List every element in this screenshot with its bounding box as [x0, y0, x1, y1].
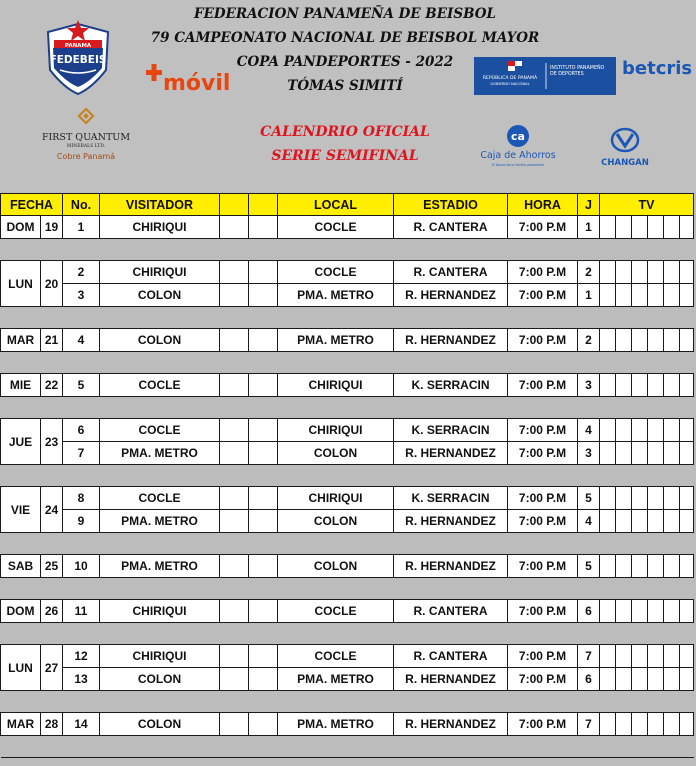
tv-cell — [680, 419, 694, 442]
col-fecha: FECHA — [1, 194, 63, 216]
series-game: 5 — [578, 487, 600, 510]
local-team: PMA. METRO — [278, 713, 394, 736]
header-row — [1, 194, 694, 216]
col-estadio: ESTADIO — [394, 194, 508, 216]
visitor-team: COLON — [100, 713, 220, 736]
schedule-body — [1, 216, 694, 758]
table-row — [1, 261, 694, 284]
game-time: 7:00 P.M — [508, 374, 578, 397]
visitor-team: COLON — [100, 329, 220, 352]
blank-cell — [220, 510, 249, 533]
tv-cell — [600, 510, 616, 533]
day-separator — [1, 352, 694, 374]
col-visitador: VISITADOR — [100, 194, 220, 216]
blank-cell — [220, 216, 249, 239]
visitor-team: CHIRIQUI — [100, 600, 220, 623]
game-time: 7:00 P.M — [508, 645, 578, 668]
table-row — [1, 600, 694, 623]
separator-band — [1, 239, 694, 261]
gov-left-text: REPÚBLICA DE PANAMÁ — [482, 76, 538, 81]
tv-cell — [616, 329, 632, 352]
game-time: 7:00 P.M — [508, 216, 578, 239]
table-row — [1, 442, 694, 465]
header — [0, 0, 696, 192]
blank-cell — [220, 329, 249, 352]
date-cell: 21 — [41, 329, 63, 352]
tv-cell — [664, 261, 680, 284]
separator-band — [1, 307, 694, 329]
separator-band — [1, 736, 694, 758]
tv-cell — [680, 668, 694, 691]
blank-cell — [220, 645, 249, 668]
changan-logo — [590, 126, 660, 170]
date-cell: 27 — [41, 645, 63, 691]
blank-cell — [249, 600, 278, 623]
local-team: COCLE — [278, 216, 394, 239]
visitor-team: PMA. METRO — [100, 555, 220, 578]
game-time: 7:00 P.M — [508, 284, 578, 307]
day-cell: MAR — [1, 329, 41, 352]
visitor-team: PMA. METRO — [100, 510, 220, 533]
local-team: COCLE — [278, 261, 394, 284]
blank-cell — [249, 284, 278, 307]
game-time: 7:00 P.M — [508, 510, 578, 533]
fedebeis-top-text: PANAMA — [64, 43, 92, 49]
table-row — [1, 329, 694, 352]
tv-cell — [632, 510, 648, 533]
tv-cell — [664, 329, 680, 352]
visitor-team: COLON — [100, 284, 220, 307]
tv-cell — [648, 419, 664, 442]
tv-cell — [664, 600, 680, 623]
tv-cell — [600, 600, 616, 623]
tv-cell — [648, 645, 664, 668]
tv-cell — [632, 374, 648, 397]
tv-cell — [680, 216, 694, 239]
fq-cobre: Cobre Panamá — [56, 152, 116, 161]
game-time: 7:00 P.M — [508, 419, 578, 442]
blank-cell — [220, 487, 249, 510]
day-separator — [1, 736, 694, 758]
tv-cell — [680, 713, 694, 736]
stadium: K. SERRACIN — [394, 487, 508, 510]
caja-text: Caja de Ahorros — [480, 150, 556, 161]
series-game: 6 — [578, 668, 600, 691]
game-number: 5 — [63, 374, 100, 397]
schedule-table-wrapper — [0, 193, 696, 758]
stadium: R. HERNANDEZ — [394, 284, 508, 307]
caja-mark: ca — [511, 130, 525, 143]
tv-cell — [680, 284, 694, 307]
tv-cell — [648, 713, 664, 736]
game-time: 7:00 P.M — [508, 329, 578, 352]
calendar-title: CALENDRIO OFICIAL — [260, 124, 430, 140]
tv-cell — [648, 510, 664, 533]
series-game: 7 — [578, 645, 600, 668]
day-separator — [1, 239, 694, 261]
game-number: 12 — [63, 645, 100, 668]
day-cell: JUE — [1, 419, 41, 465]
stadium: R. HERNANDEZ — [394, 713, 508, 736]
day-cell: MAR — [1, 713, 41, 736]
tv-cell — [664, 442, 680, 465]
date-cell: 25 — [41, 555, 63, 578]
table-row — [1, 555, 694, 578]
stadium: R. HERNANDEZ — [394, 510, 508, 533]
tv-cell — [600, 329, 616, 352]
date-cell: 22 — [41, 374, 63, 397]
game-time: 7:00 P.M — [508, 668, 578, 691]
series-game: 5 — [578, 555, 600, 578]
blank-cell — [249, 329, 278, 352]
day-cell: LUN — [1, 261, 41, 307]
blank-cell — [220, 374, 249, 397]
stadium: R. HERNANDEZ — [394, 442, 508, 465]
visitor-team: COCLE — [100, 419, 220, 442]
game-number: 1 — [63, 216, 100, 239]
tv-cell — [680, 600, 694, 623]
stadium: R. CANTERA — [394, 645, 508, 668]
separator-band — [1, 578, 694, 600]
tv-cell — [616, 374, 632, 397]
game-time: 7:00 P.M — [508, 487, 578, 510]
game-number: 4 — [63, 329, 100, 352]
tv-cell — [600, 261, 616, 284]
header-line-1: FEDERACION PANAMEÑA DE BEISBOL — [193, 6, 496, 22]
col-blank-1 — [220, 194, 249, 216]
fq-name: FIRST QUANTUM — [41, 132, 131, 143]
tv-cell — [664, 216, 680, 239]
game-time: 7:00 P.M — [508, 442, 578, 465]
game-number: 11 — [63, 600, 100, 623]
blank-cell — [220, 555, 249, 578]
tv-cell — [648, 216, 664, 239]
day-cell: LUN — [1, 645, 41, 691]
day-cell: SAB — [1, 555, 41, 578]
tv-cell — [664, 487, 680, 510]
visitor-team: COLON — [100, 668, 220, 691]
tv-cell — [616, 261, 632, 284]
tv-cell — [680, 645, 694, 668]
schedule-table — [0, 193, 694, 758]
series-title: SERIE SEMIFINAL — [271, 148, 419, 164]
col-j: J — [578, 194, 600, 216]
blank-cell — [249, 510, 278, 533]
tv-cell — [632, 668, 648, 691]
blank-cell — [249, 645, 278, 668]
tv-cell — [616, 419, 632, 442]
tv-cell — [632, 419, 648, 442]
tv-cell — [664, 510, 680, 533]
game-number: 9 — [63, 510, 100, 533]
blank-cell — [249, 555, 278, 578]
game-number: 2 — [63, 261, 100, 284]
separator-band — [1, 691, 694, 713]
visitor-team: CHIRIQUI — [100, 216, 220, 239]
tv-cell — [632, 329, 648, 352]
table-row — [1, 713, 694, 736]
visitor-team: CHIRIQUI — [100, 645, 220, 668]
tv-cell — [664, 419, 680, 442]
blank-cell — [249, 419, 278, 442]
series-game: 4 — [578, 419, 600, 442]
tv-cell — [664, 713, 680, 736]
tv-cell — [664, 645, 680, 668]
tv-cell — [680, 329, 694, 352]
stadium: K. SERRACIN — [394, 374, 508, 397]
tv-cell — [616, 442, 632, 465]
gov-right-text: INSTITUTO PANAMEÑO DE DEPORTES — [550, 66, 605, 77]
table-row — [1, 487, 694, 510]
caja-subtext: El banco de la familia panameña — [491, 163, 545, 167]
tv-cell — [632, 284, 648, 307]
day-cell: VIE — [1, 487, 41, 533]
tv-cell — [648, 442, 664, 465]
col-no: No. — [63, 194, 100, 216]
tv-cell — [600, 713, 616, 736]
blank-cell — [249, 442, 278, 465]
day-cell: MIE — [1, 374, 41, 397]
day-separator — [1, 578, 694, 600]
tv-cell — [600, 645, 616, 668]
date-cell: 26 — [41, 600, 63, 623]
tv-cell — [600, 668, 616, 691]
table-row — [1, 419, 694, 442]
day-separator — [1, 623, 694, 645]
header-line-4: TÓMAS SIMITÍ — [287, 78, 403, 94]
changan-text: CHANGAN — [601, 158, 649, 168]
blank-cell — [220, 261, 249, 284]
stadium: R. CANTERA — [394, 261, 508, 284]
stadium: R. HERNANDEZ — [394, 555, 508, 578]
local-team: COCLE — [278, 600, 394, 623]
blank-cell — [249, 713, 278, 736]
game-time: 7:00 P.M — [508, 261, 578, 284]
visitor-team: CHIRIQUI — [100, 261, 220, 284]
series-game: 1 — [578, 216, 600, 239]
series-game: 2 — [578, 261, 600, 284]
tv-cell — [648, 261, 664, 284]
tv-cell — [616, 216, 632, 239]
fedebeis-text: FEDEBEIS — [49, 54, 107, 66]
stadium: R. CANTERA — [394, 600, 508, 623]
tv-cell — [600, 374, 616, 397]
betcris-text: betcris — [622, 58, 693, 79]
game-time: 7:00 P.M — [508, 555, 578, 578]
tv-cell — [680, 487, 694, 510]
local-team: CHIRIQUI — [278, 419, 394, 442]
tv-cell — [616, 487, 632, 510]
game-number: 10 — [63, 555, 100, 578]
blank-cell — [249, 374, 278, 397]
stadium: R. CANTERA — [394, 216, 508, 239]
local-team: PMA. METRO — [278, 668, 394, 691]
local-team: COCLE — [278, 645, 394, 668]
game-time: 7:00 P.M — [508, 713, 578, 736]
series-game: 1 — [578, 284, 600, 307]
game-number: 14 — [63, 713, 100, 736]
day-cell: DOM — [1, 216, 41, 239]
table-row — [1, 284, 694, 307]
series-game: 3 — [578, 374, 600, 397]
tv-cell — [664, 668, 680, 691]
tv-cell — [648, 374, 664, 397]
movil-text: móvil — [163, 71, 231, 96]
day-separator — [1, 533, 694, 555]
date-cell: 20 — [41, 261, 63, 307]
local-team: COLON — [278, 442, 394, 465]
col-blank-2 — [249, 194, 278, 216]
separator-band — [1, 465, 694, 487]
day-cell: DOM — [1, 600, 41, 623]
tv-cell — [632, 442, 648, 465]
table-row — [1, 374, 694, 397]
tv-cell — [632, 487, 648, 510]
col-tv: TV — [600, 194, 694, 216]
separator-band — [1, 397, 694, 419]
col-local: LOCAL — [278, 194, 394, 216]
game-number: 13 — [63, 668, 100, 691]
blank-cell — [249, 668, 278, 691]
tv-cell — [616, 284, 632, 307]
blank-cell — [220, 668, 249, 691]
local-team: CHIRIQUI — [278, 374, 394, 397]
date-cell: 19 — [41, 216, 63, 239]
local-team: COLON — [278, 510, 394, 533]
stadium: R. HERNANDEZ — [394, 668, 508, 691]
visitor-team: COCLE — [100, 487, 220, 510]
tv-cell — [616, 713, 632, 736]
tv-cell — [600, 284, 616, 307]
table-row — [1, 645, 694, 668]
stadium: K. SERRACIN — [394, 419, 508, 442]
tv-cell — [648, 329, 664, 352]
tv-cell — [648, 555, 664, 578]
game-number: 3 — [63, 284, 100, 307]
blank-cell — [249, 216, 278, 239]
blank-cell — [220, 442, 249, 465]
tv-cell — [680, 442, 694, 465]
date-cell: 23 — [41, 419, 63, 465]
local-team: PMA. METRO — [278, 329, 394, 352]
tv-cell — [632, 645, 648, 668]
tv-cell — [632, 713, 648, 736]
series-game: 2 — [578, 329, 600, 352]
game-number: 8 — [63, 487, 100, 510]
table-row — [1, 668, 694, 691]
date-cell: 24 — [41, 487, 63, 533]
blank-cell — [220, 419, 249, 442]
local-team: PMA. METRO — [278, 284, 394, 307]
stadium: R. HERNANDEZ — [394, 329, 508, 352]
tv-cell — [600, 555, 616, 578]
day-separator — [1, 691, 694, 713]
tv-cell — [632, 216, 648, 239]
game-number: 6 — [63, 419, 100, 442]
tv-cell — [664, 555, 680, 578]
tv-cell — [616, 600, 632, 623]
first-quantum-logo — [36, 104, 136, 164]
tv-cell — [600, 487, 616, 510]
separator-band — [1, 533, 694, 555]
header-line-2: 79 CAMPEONATO NACIONAL DE BEISBOL MAYOR — [150, 30, 540, 46]
header-line-3: COPA PANDEPORTES - 2022 — [236, 54, 454, 70]
series-game: 7 — [578, 713, 600, 736]
game-number: 7 — [63, 442, 100, 465]
local-team: CHIRIQUI — [278, 487, 394, 510]
tv-cell — [648, 600, 664, 623]
tv-cell — [648, 487, 664, 510]
gov-left-subtext: GOBIERNO NACIONAL — [490, 82, 530, 86]
fq-sub: MINERALS LTD. — [66, 144, 106, 149]
tv-cell — [664, 284, 680, 307]
tv-cell — [616, 668, 632, 691]
tv-cell — [616, 555, 632, 578]
tv-cell — [600, 216, 616, 239]
tv-cell — [632, 261, 648, 284]
tv-cell — [600, 442, 616, 465]
day-separator — [1, 397, 694, 419]
local-team: COLON — [278, 555, 394, 578]
series-game: 6 — [578, 600, 600, 623]
tv-cell — [600, 419, 616, 442]
tv-cell — [680, 510, 694, 533]
separator-band — [1, 352, 694, 374]
tv-cell — [648, 284, 664, 307]
table-row — [1, 216, 694, 239]
visitor-team: PMA. METRO — [100, 442, 220, 465]
blank-cell — [220, 713, 249, 736]
blank-cell — [249, 487, 278, 510]
tv-cell — [680, 374, 694, 397]
col-hora: HORA — [508, 194, 578, 216]
game-time: 7:00 P.M — [508, 600, 578, 623]
series-game: 4 — [578, 510, 600, 533]
date-cell: 28 — [41, 713, 63, 736]
tv-cell — [648, 668, 664, 691]
table-row — [1, 510, 694, 533]
tv-cell — [632, 600, 648, 623]
series-game: 3 — [578, 442, 600, 465]
day-separator — [1, 307, 694, 329]
separator-band — [1, 623, 694, 645]
tv-cell — [632, 555, 648, 578]
visitor-team: COCLE — [100, 374, 220, 397]
tv-cell — [616, 645, 632, 668]
tv-cell — [680, 261, 694, 284]
tv-cell — [616, 510, 632, 533]
tv-cell — [680, 555, 694, 578]
day-separator — [1, 465, 694, 487]
tv-cell — [664, 374, 680, 397]
blank-cell — [220, 600, 249, 623]
blank-cell — [249, 261, 278, 284]
caja-de-ahorros-logo — [472, 124, 564, 170]
blank-cell — [220, 284, 249, 307]
